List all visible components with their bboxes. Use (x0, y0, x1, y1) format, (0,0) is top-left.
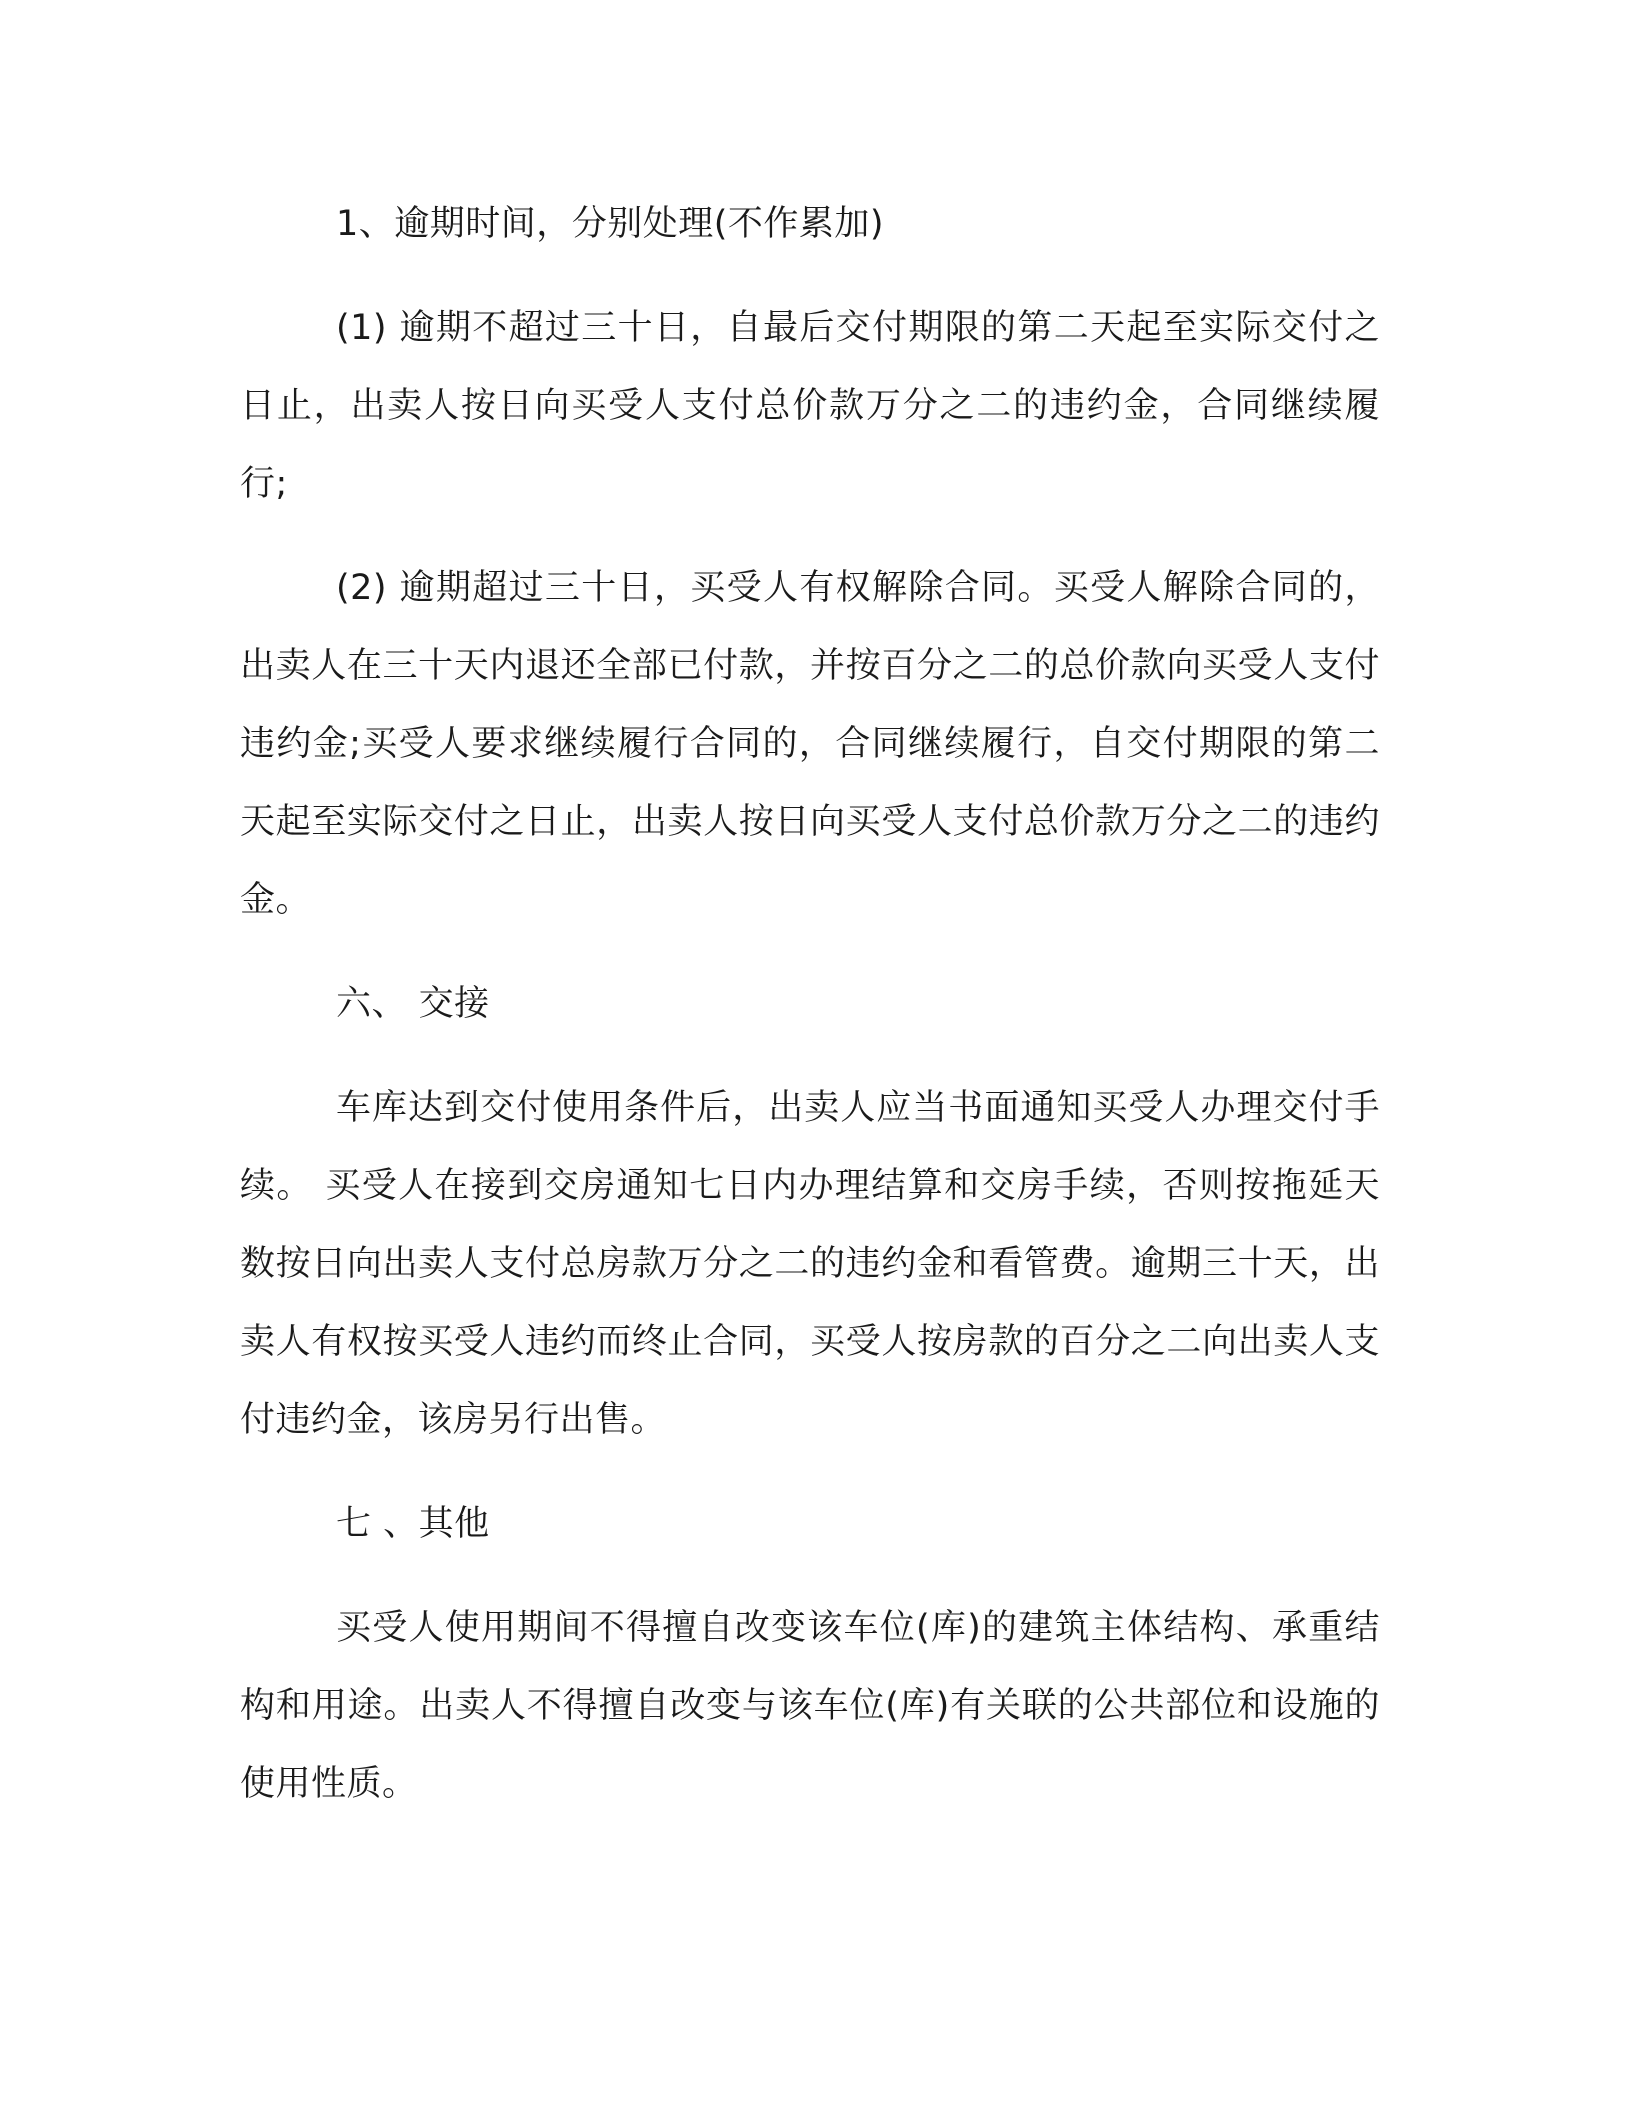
document-body (240, 185, 1380, 1823)
paragraph-gap (240, 1043, 1380, 1069)
paragraph-gap (240, 523, 1380, 549)
paragraph-gap (240, 263, 1380, 289)
clause-overdue-within-30-days: (1) 逾期不超过三十日，自最后交付期限的第二天起至实际交付之日止，出卖人按日向买受人支付总价款万分之二的违约金，合同继续履行; (240, 308, 1380, 504)
clause-overdue-handling: 1、逾期时间，分别处理(不作累加) (336, 204, 885, 244)
clause-handover: 车库达到交付使用条件后，出卖人应当书面通知买受人办理交付手续。 买受人在接到交房通知七日内办理结算和交房手续，否则按拖延天数按日向出卖人支付总房款万分之二的违约金和看管费。逾期三十天，出卖人有权按买受人违约而终止合同，买受人按房款的百分之二向出卖人支付违约金，该房另行出售。 (240, 1088, 1380, 1440)
clause-other: 买受人使用期间不得擅自改变该车位(库)的建筑主体结构、承重结构和用途。出卖人不得擅自改变与该车位(库)有关联的公共部位和设施的使用性质。 (240, 1608, 1380, 1804)
paragraph-gap (240, 1459, 1380, 1485)
paragraph-gap (240, 939, 1380, 965)
section-heading-other: 七 、其他 (336, 1504, 490, 1544)
section-heading-handover: 六、 交接 (336, 984, 490, 1024)
clause-overdue-over-30-days: (2) 逾期超过三十日，买受人有权解除合同。买受人解除合同的，出卖人在三十天内退还全部已付款，并按百分之二的总价款向买受人支付违约金;买受人要求继续履行合同的，合同继续履行，自交付期限的第二天起至实际交付之日止，出卖人按日向买受人支付总价款万分之二的违约金。 (240, 568, 1380, 920)
paragraph-gap (240, 1563, 1380, 1589)
